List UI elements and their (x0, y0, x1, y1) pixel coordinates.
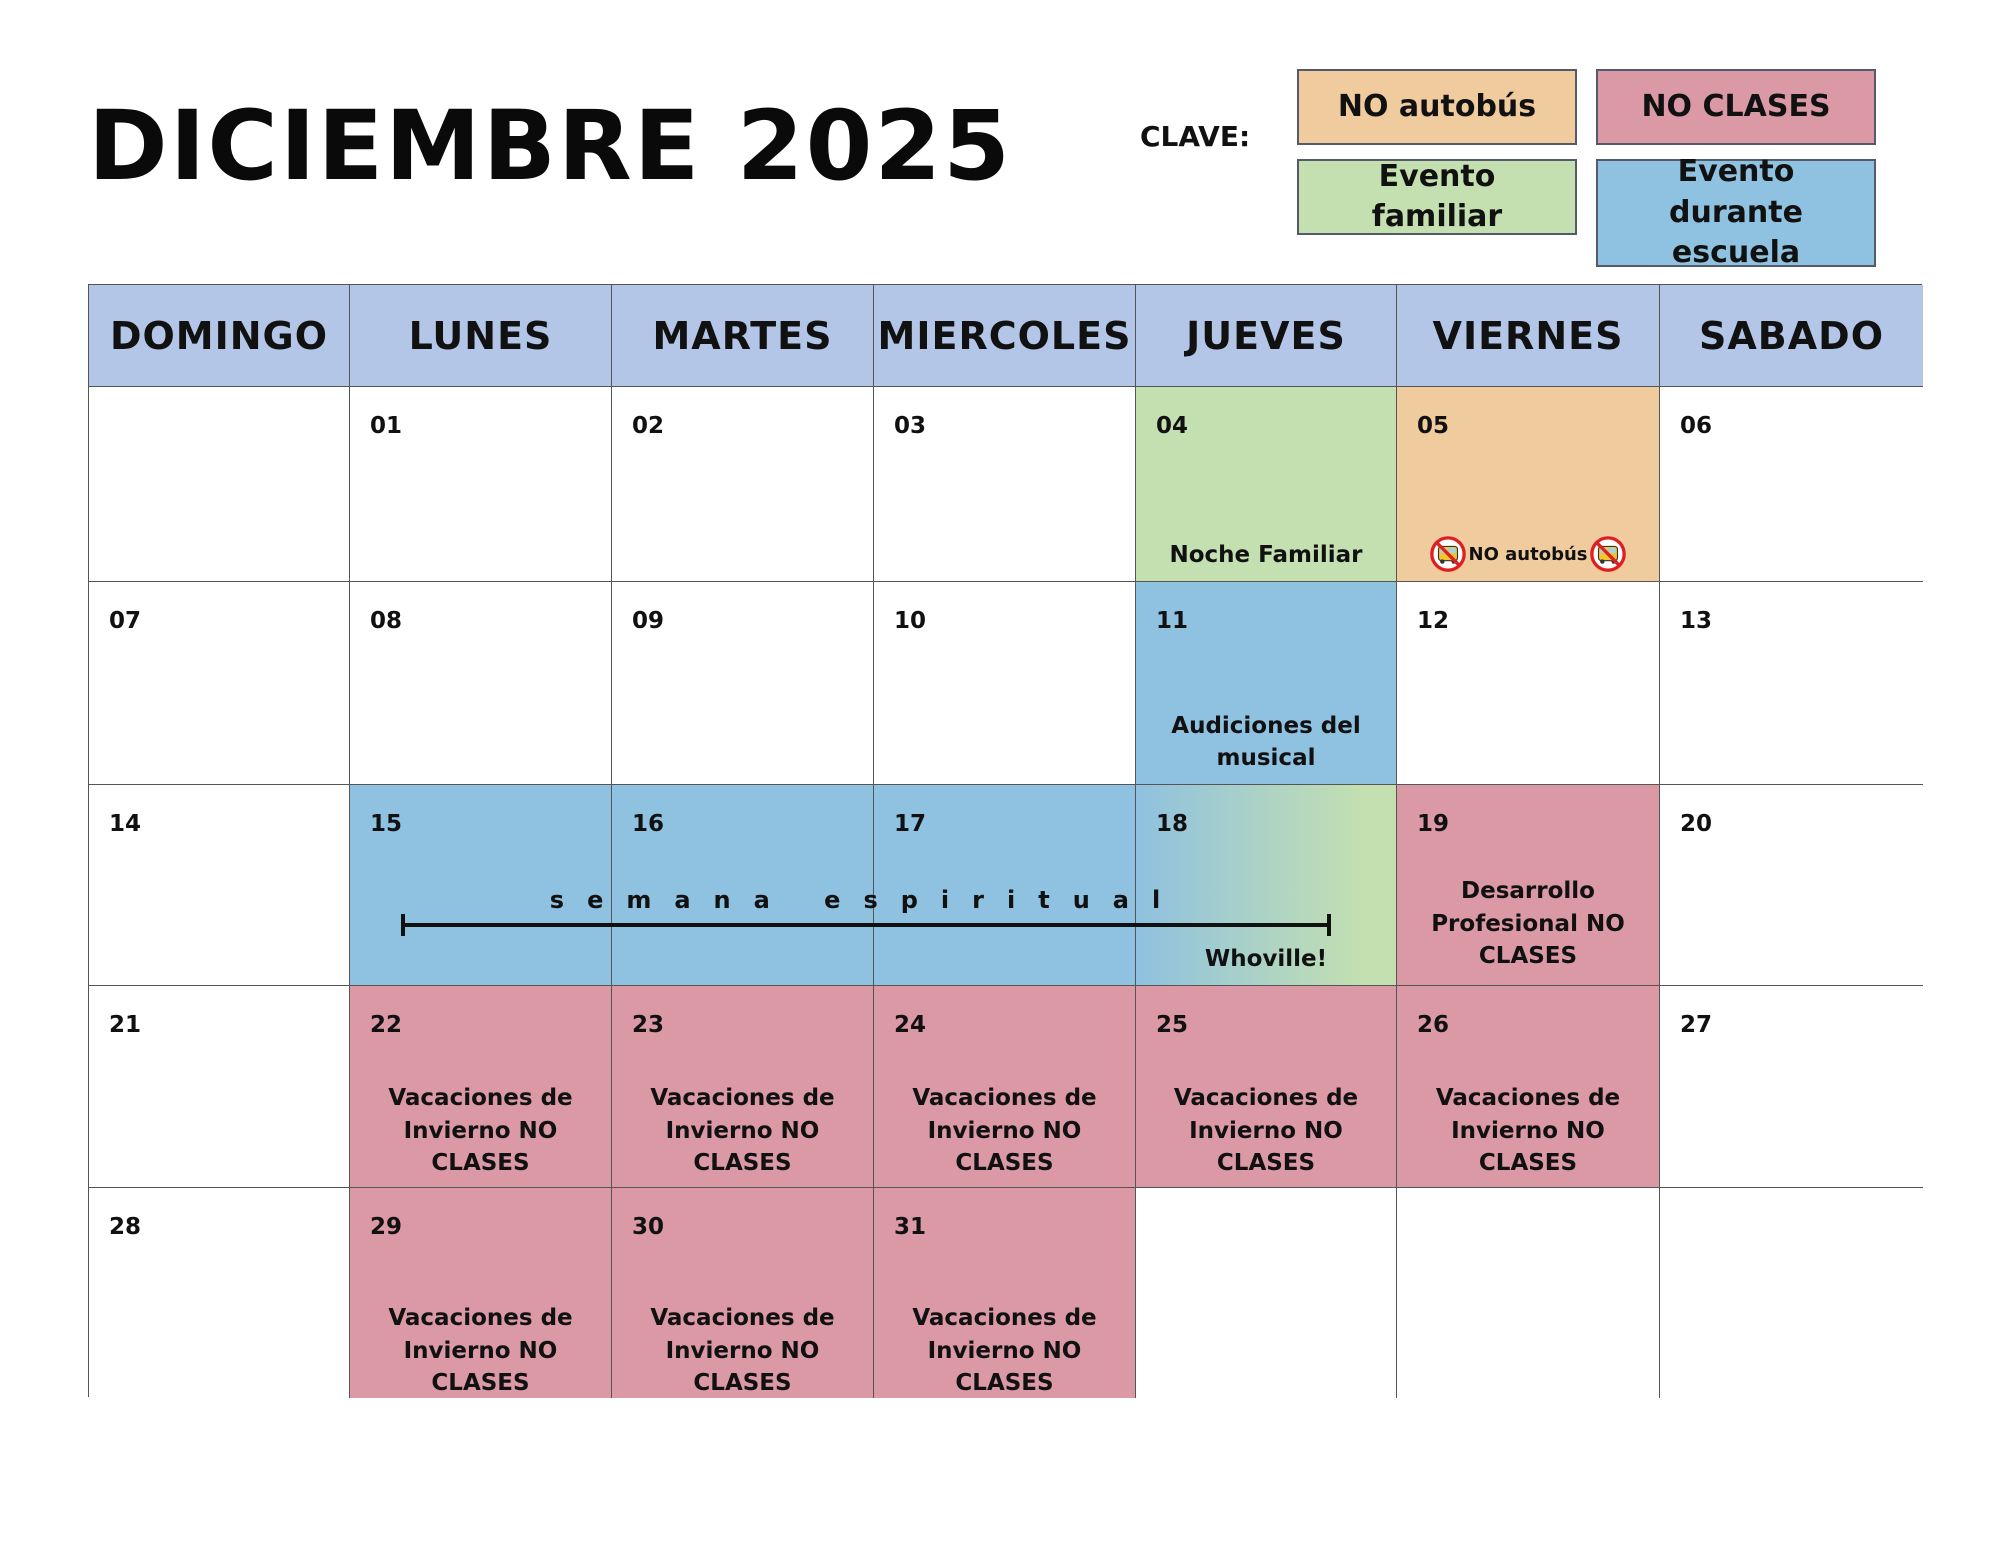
day-number: 05 (1417, 413, 1450, 439)
day-cell[interactable] (1397, 1188, 1660, 1398)
day-number: 21 (109, 1012, 142, 1038)
day-cell[interactable] (874, 1188, 1136, 1398)
day-cell[interactable] (350, 1188, 612, 1398)
day-number: 14 (109, 811, 142, 837)
day-cell[interactable] (350, 582, 612, 785)
legend-evento-familiar: Evento familiar (1297, 159, 1577, 235)
event-label: Vacaciones de Invierno NO CLASES (650, 1085, 835, 1177)
day-number: 06 (1680, 413, 1713, 439)
event-label: Vacaciones de Invierno NO CLASES (912, 1085, 1097, 1177)
day-number: 28 (109, 1214, 142, 1240)
no-bus-icon (1589, 535, 1627, 573)
event-label: NO autobús (1468, 543, 1588, 565)
spirit-week-label: semana espiritual (549, 886, 1184, 914)
day-cell[interactable] (1660, 986, 1923, 1188)
day-cell[interactable] (874, 387, 1136, 582)
day-cell[interactable] (350, 986, 612, 1188)
day-cell[interactable] (1136, 1188, 1397, 1398)
day-cell[interactable] (1136, 582, 1397, 785)
day-number: 31 (894, 1214, 927, 1240)
day-cell[interactable] (1660, 387, 1923, 582)
day-number: 20 (1680, 811, 1713, 837)
day-number: 26 (1417, 1012, 1450, 1038)
legend-no-clases: NO CLASES (1596, 69, 1876, 145)
day-number: 17 (894, 811, 927, 837)
day-number: 23 (632, 1012, 665, 1038)
no-bus-event (1397, 535, 1659, 573)
day-number: 08 (370, 608, 403, 634)
day-cell[interactable] (350, 387, 612, 582)
event-label: Noche Familiar (1169, 541, 1363, 568)
day-cell[interactable] (89, 387, 350, 582)
day-cell[interactable] (1136, 986, 1397, 1188)
day-number: 10 (894, 608, 927, 634)
day-cell[interactable] (350, 785, 612, 986)
day-number: 11 (1156, 608, 1189, 634)
day-number: 09 (632, 608, 665, 634)
day-cell[interactable] (1397, 582, 1660, 785)
event-label: Whoville! (1204, 945, 1328, 972)
day-number: 29 (370, 1214, 403, 1240)
day-number: 03 (894, 413, 927, 439)
day-cell[interactable] (612, 986, 874, 1188)
day-number: 01 (370, 413, 403, 439)
day-cell[interactable] (612, 1188, 874, 1398)
day-cell[interactable] (612, 785, 874, 986)
day-cell[interactable] (1397, 387, 1660, 582)
page-title: DICIEMBRE 2025 (88, 90, 1012, 202)
legend-label: CLAVE: (1140, 120, 1251, 153)
day-number: 18 (1156, 811, 1189, 837)
calendar-grid (88, 284, 1922, 1397)
event-label: Vacaciones de Invierno NO CLASES (912, 1305, 1097, 1397)
day-cell[interactable] (89, 986, 350, 1188)
day-number: 30 (632, 1214, 665, 1240)
day-number: 24 (894, 1012, 927, 1038)
day-cell[interactable] (1397, 986, 1660, 1188)
day-number: 16 (632, 811, 665, 837)
event-label: Vacaciones de Invierno NO CLASES (388, 1305, 573, 1397)
day-cell[interactable] (1660, 582, 1923, 785)
weekday-header-0: DOMINGO (89, 285, 350, 387)
event-label: Vacaciones de Invierno NO CLASES (650, 1305, 835, 1397)
day-cell[interactable] (874, 986, 1136, 1188)
event-label: Vacaciones de Invierno NO CLASES (1435, 1085, 1621, 1177)
day-cell[interactable] (612, 387, 874, 582)
day-number: 13 (1680, 608, 1713, 634)
weekday-header-1: LUNES (350, 285, 612, 387)
event-label: Vacaciones de Invierno NO CLASES (1173, 1085, 1359, 1177)
day-cell[interactable] (1660, 785, 1923, 986)
event-label: Desarrollo Profesional NO CLASES (1431, 878, 1625, 970)
day-cell[interactable] (89, 582, 350, 785)
weekday-header-3: MIERCOLES (874, 285, 1136, 387)
day-number: 25 (1156, 1012, 1189, 1038)
day-cell[interactable] (89, 785, 350, 986)
event-label: Audiciones del musical (1171, 712, 1361, 771)
day-cell[interactable] (89, 1188, 350, 1398)
weekday-header-2: MARTES (612, 285, 874, 387)
day-cell[interactable] (1136, 387, 1397, 582)
day-cell[interactable] (874, 582, 1136, 785)
day-number: 12 (1417, 608, 1450, 634)
day-cell[interactable] (1136, 785, 1397, 986)
day-cell[interactable] (612, 582, 874, 785)
weekday-header-4: JUEVES (1136, 285, 1397, 387)
weekday-header-5: VIERNES (1397, 285, 1660, 387)
day-number: 15 (370, 811, 403, 837)
day-number: 07 (109, 608, 142, 634)
legend-evento-escuela: Evento durante escuela (1596, 159, 1876, 267)
day-number: 04 (1156, 413, 1189, 439)
day-number: 22 (370, 1012, 403, 1038)
day-cell[interactable] (1397, 785, 1660, 986)
event-label: Vacaciones de Invierno NO CLASES (388, 1085, 573, 1177)
legend-no-autobus: NO autobús (1297, 69, 1577, 145)
no-bus-icon (1429, 535, 1467, 573)
day-cell[interactable] (1660, 1188, 1923, 1398)
day-number: 02 (632, 413, 665, 439)
weekday-header-6: SABADO (1660, 285, 1923, 387)
day-cell[interactable] (874, 785, 1136, 986)
day-number: 27 (1680, 1012, 1713, 1038)
day-number: 19 (1417, 811, 1450, 837)
